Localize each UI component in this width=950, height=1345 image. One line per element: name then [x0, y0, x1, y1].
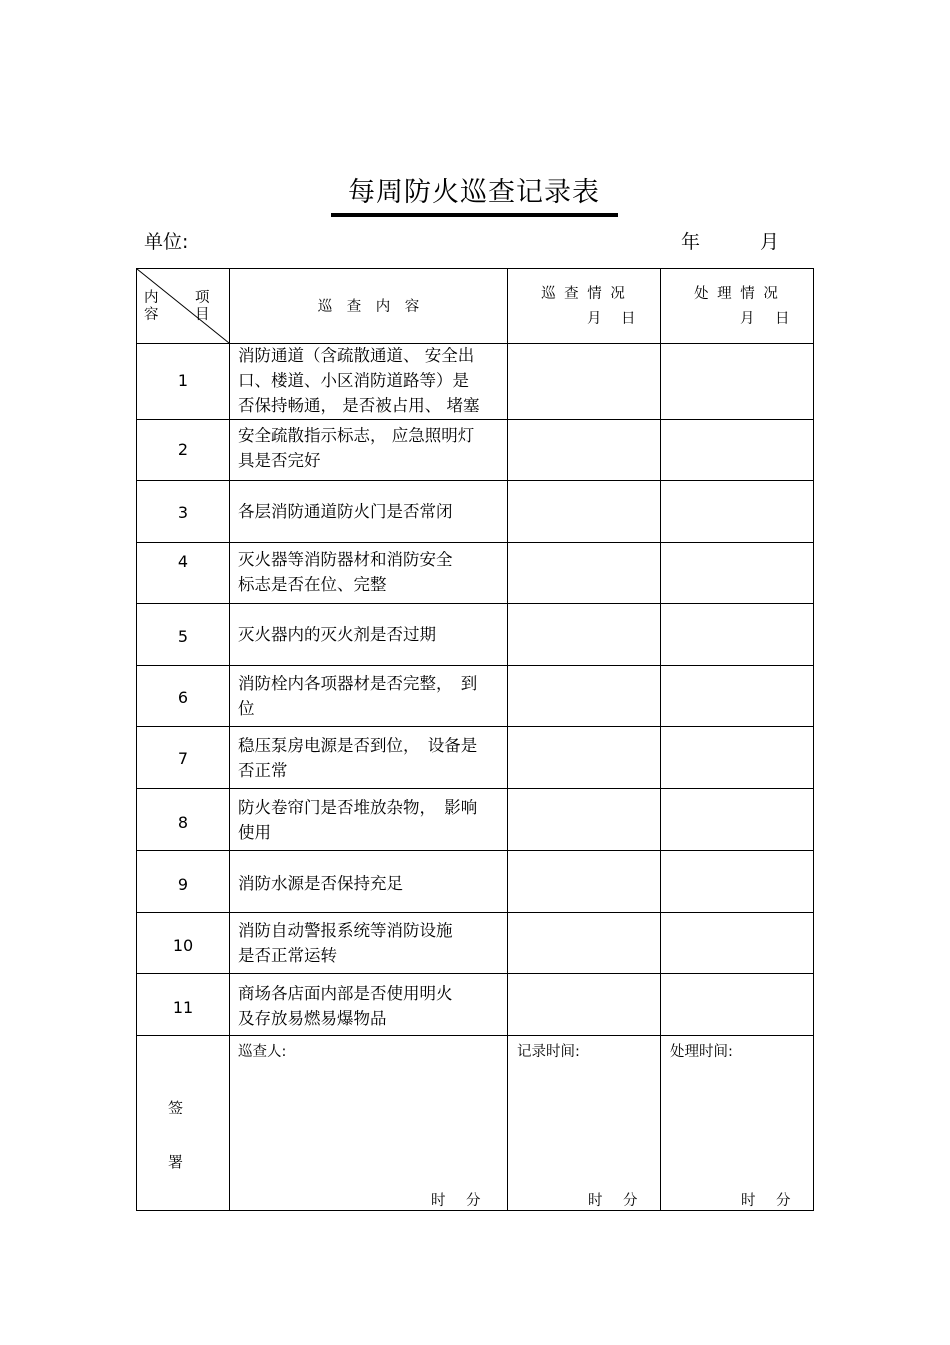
row-divider: [136, 788, 814, 789]
row-content: [238, 547, 500, 597]
corner-label-mu: 目: [195, 307, 210, 323]
row-divider: [136, 419, 814, 420]
row-content: [238, 871, 500, 896]
row-content-line: 安全疏散指示标志， 应急照明灯: [238, 426, 475, 445]
column-divider: [507, 268, 508, 1211]
row-number: 10: [172, 936, 194, 955]
row-content: [238, 499, 500, 524]
table-border-bottom: [136, 1210, 814, 1211]
row-number: 7: [177, 749, 189, 768]
row-content-line: 口、楼道、小区消防道路等）是: [238, 371, 469, 390]
row-content-line: 否保持畅通， 是否被占用、 堵塞: [238, 396, 480, 415]
row-number: 3: [177, 503, 189, 522]
handling-month-label: 月: [740, 311, 755, 327]
row-number: 5: [177, 627, 189, 646]
record-minute-label: 分: [623, 1193, 638, 1209]
row-content-line: 商场各店面内部是否使用明火: [238, 984, 453, 1003]
row-content-line: 否正常: [238, 761, 288, 780]
row-content-line: 消防自动警报系统等消防设施: [238, 921, 453, 940]
row-content-line: 及存放易燃易爆物品: [238, 1009, 387, 1028]
inspection-day-label: 日: [621, 311, 636, 327]
month-label: 月: [760, 231, 780, 253]
handling-day-label: 日: [775, 311, 790, 327]
row-content-line: 消防通道（含疏散通道、 安全出: [238, 346, 475, 365]
row-content-line: 灭火器内的灭火剂是否过期: [238, 625, 436, 644]
column-header-handling: 处 理 情 况: [694, 286, 780, 302]
row-number: 8: [177, 813, 189, 832]
table-border-left: [136, 268, 137, 1211]
row-content-line: 使用: [238, 823, 271, 842]
row-content-line: 消防栓内各项器材是否完整， 到: [238, 674, 478, 693]
inspector-hour-label: 时: [431, 1193, 446, 1209]
table-border-top: [136, 268, 814, 269]
row-number: 6: [177, 688, 189, 707]
year-label: 年: [681, 231, 701, 253]
row-divider: [136, 480, 814, 481]
row-content-line: 具是否完好: [238, 451, 321, 470]
row-content: [238, 733, 500, 783]
row-content-line: 稳压泵房电源是否到位， 设备是: [238, 736, 478, 755]
row-divider: [136, 973, 814, 974]
row-content-line: 是否正常运转: [238, 946, 337, 965]
corner-label-nei: 内: [144, 290, 159, 306]
inspection-month-label: 月: [587, 311, 602, 327]
page-title: 每周防火巡查记录表: [348, 177, 600, 208]
signature-label-bottom: 署: [168, 1153, 184, 1171]
column-header-content: 巡 查 内 容: [317, 299, 420, 315]
row-content: [238, 423, 500, 473]
inspector-minute-label: 分: [466, 1193, 481, 1209]
row-content-line: 灭火器等消防器材和消防安全: [238, 550, 453, 569]
corner-label-rong: 容: [144, 307, 159, 323]
row-number: 11: [172, 998, 194, 1017]
row-divider: [136, 912, 814, 913]
row-content: [238, 622, 500, 647]
column-divider: [229, 268, 230, 1211]
row-content: [238, 671, 500, 721]
row-divider: [136, 603, 814, 604]
title-underline: [331, 213, 618, 217]
row-divider: [136, 726, 814, 727]
row-content-line: 位: [238, 699, 255, 718]
row-content-line: 消防水源是否保持充足: [238, 874, 403, 893]
row-number: 2: [177, 440, 189, 459]
handle-hour-label: 时: [741, 1193, 756, 1209]
row-content-line: 各层消防通道防火门是否常闭: [238, 502, 453, 521]
row-divider: [136, 542, 814, 543]
row-content: [238, 795, 500, 845]
inspector-label: 巡查人:: [238, 1044, 287, 1060]
row-number: 9: [177, 875, 189, 894]
row-content: [238, 981, 500, 1031]
row-divider: [136, 850, 814, 851]
table-border-right: [813, 268, 814, 1211]
row-number: 1: [177, 371, 189, 390]
row-divider: [136, 1035, 814, 1036]
row-number: 4: [177, 552, 189, 571]
record-time-label: 记录时间:: [517, 1044, 580, 1060]
corner-label-xiang: 项: [195, 290, 210, 306]
column-header-inspection: 巡 查 情 况: [541, 286, 627, 302]
handle-minute-label: 分: [776, 1193, 791, 1209]
row-content: [238, 343, 500, 418]
handle-time-label: 处理时间:: [670, 1044, 733, 1060]
column-divider: [660, 268, 661, 1211]
row-content: [238, 918, 500, 968]
unit-label: 单位:: [144, 231, 189, 253]
row-content-line: 防火卷帘门是否堆放杂物， 影响: [238, 798, 478, 817]
row-divider: [136, 665, 814, 666]
record-hour-label: 时: [588, 1193, 603, 1209]
row-content-line: 标志是否在位、完整: [238, 575, 387, 594]
signature-label-top: 签: [168, 1099, 184, 1117]
